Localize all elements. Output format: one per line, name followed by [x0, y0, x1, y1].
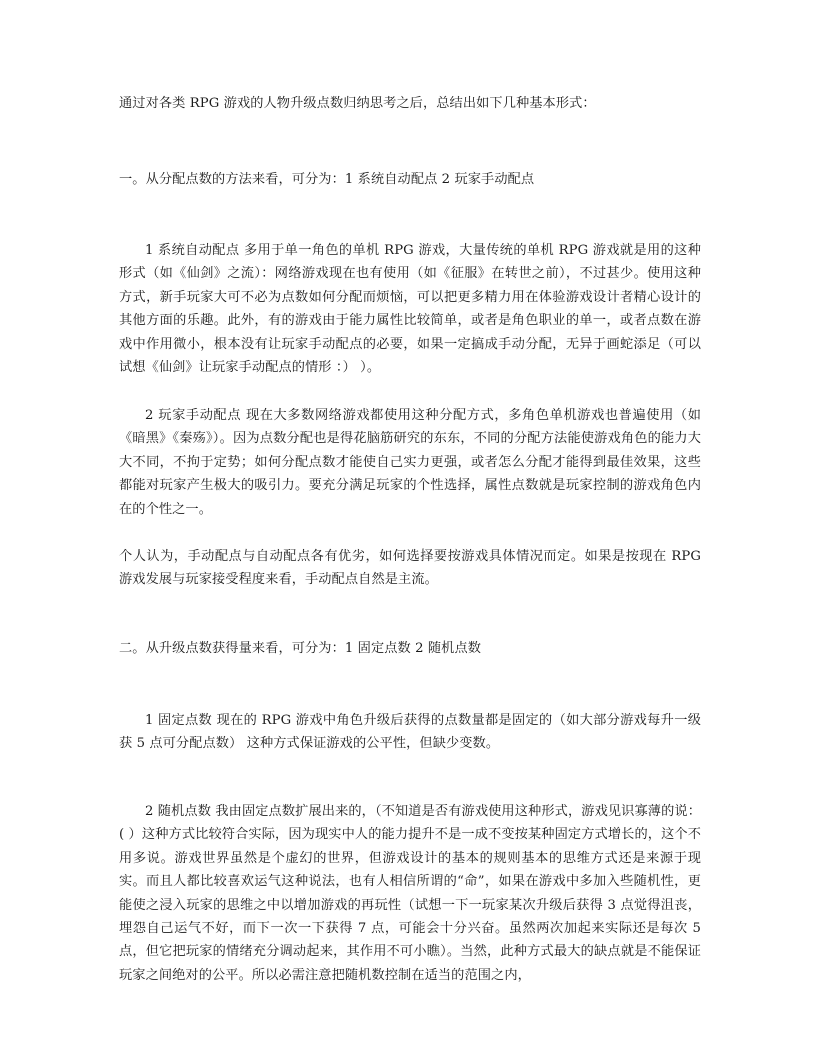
- opinion-paragraph: 个人认为，手动配点与自动配点各有优劣，如何选择要按游戏具体情况而定。如果是按现在 RPG 游戏发展与玩家接受程度来看，手动配点自然是主流。: [119, 549, 701, 588]
- section-one-heading: 一。从分配点数的方法来看，可分为：1 系统自动配点 2 玩家手动配点: [119, 172, 535, 187]
- manual-allocation-paragraph: 2 玩家手动配点 现在大多数网络游戏都使用这种分配方式，多角色单机游戏也普遍使用（如《暗黑》《秦殇》）。因为点数分配也是得花脑筋研究的东东，不同的分配方法能使游戏角色的能力大大不同，不拘于定势；如何分配点数才能使自己实力更强，或者怎么分配才能得到最佳效果，这些都能对玩家产生极大的吸引力。要充分满足玩家的个性选择，属性点数就是玩家控制的游戏角色内在的个性之一。: [119, 408, 701, 517]
- random-points-paragraph: 2 随机点数 我由固定点数扩展出来的，（不知道是否有游戏使用这种形式，游戏见识寡薄的说：( ）这种方式比较符合实际，因为现实中人的能力提升不是一成不变按某种固定方式增长的，这个不用多说。游戏世界虽然是个虚幻的世界，但游戏设计的基本的规则基本的思维方式还是来源于现实。而且人都比较喜欢运气这种说法，也有人相信所谓的“命”，如果在游戏中多加入些随机性，更能使之浸入玩家的思维之中以增加游戏的再玩性（试想一下一玩家某次升级后获得 3 点觉得沮丧，埋怨自己运气不好，而下一次一下获得 7 点，可能会十分兴奋。虽然两次加起来实际还是每次 5 点，但它把玩家的情绪充分调动起来，其作用不可小瞧）。当然，此种方式最大的缺点就是不能保证玩家之间绝对的公平。所以必需注意把随机数控制在适当的范围之内，: [119, 804, 701, 983]
- intro-paragraph: 通过对各类 RPG 游戏的人物升级点数归纳思考之后，总结出如下几种基本形式：: [119, 96, 596, 111]
- auto-allocation-paragraph: 1 系统自动配点 多用于单一角色的单机 RPG 游戏，大量传统的单机 RPG 游戏就是用的这种形式（如《仙剑》之流）：网络游戏现在也有使用（如《征服》在转世之前），不过甚少。使用这种方式，新手玩家大可不必为点数如何分配而烦恼，可以把更多精力用在体验游戏设计者精心设计的其他方面的乐趣。此外，有的游戏由于能力属性比较简单，或者是角色职业的单一，或者点数在游戏中作用微小，根本没有让玩家手动配点的必要，如果一定搞成手动分配，无异于画蛇添足（可以试想《仙剑》让玩家手动配点的情形 ：） ）。: [119, 243, 701, 376]
- fixed-points-paragraph: 1 固定点数 现在的 RPG 游戏中角色升级后获得的点数量都是固定的（如大部分游戏每升一级获 5 点可分配点数） 这种方式保证游戏的公平性，但缺少变数。: [119, 713, 701, 752]
- section-two-heading: 二。从升级点数获得量来看，可分为：1 固定点数 2 随机点数: [119, 641, 482, 656]
